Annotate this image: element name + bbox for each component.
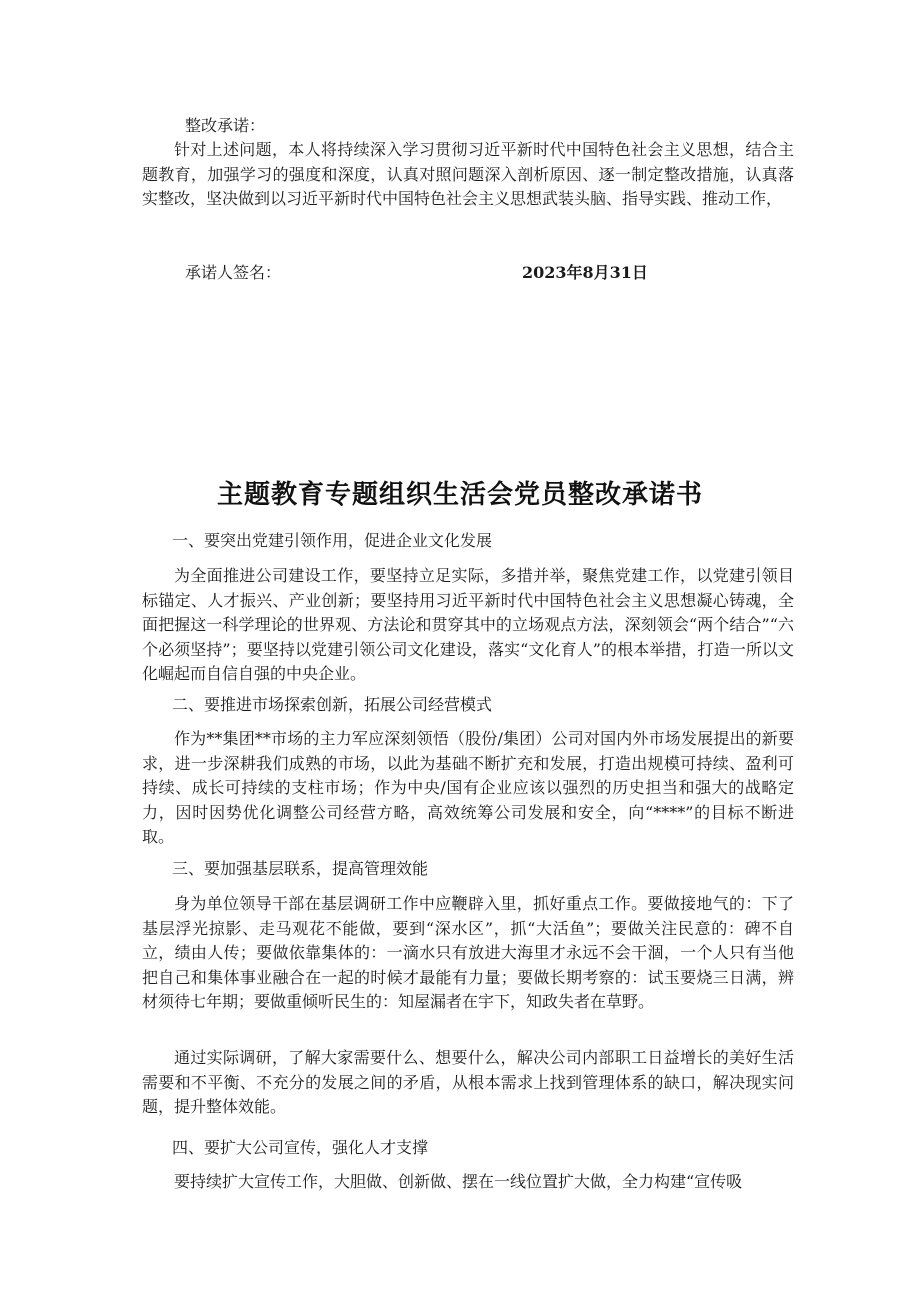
section-2-paragraph-1: 作为**集团**市场的主力军应深刻领悟（股份/集团）公司对国内外市场发展提出的新要求，进一步深耕我们成熟的市场，以此为基础不断扩充和发展，打造出规模可持续、盈利可持续、成长可持续的支柱市场；作为中央/国有企业应该以强烈的历史担当和强大的战略定力，因时因势优化调整公司经营方略，高效统筹公司发展和安全，向“****”的目标不断进取。 (142, 729, 794, 847)
section-1-paragraph-1: 为全面推进公司建设工作，要坚持立足实际，多措并举，聚焦党建工作，以党建引领目标锚定、人才振兴、产业创新；要坚持用习近平新时代中国特色社会主义思想凝心铸魂，全面把握这一科学理论的世界观、方法论和贯穿其中的立场观点方法，深刻领会“两个结合”“六个必须坚持”；要坚持以党建引领公司文化建设，落实“文化育人”的根本举措，打造一所以文化崛起而自信自强的中央企业。 (142, 566, 794, 684)
section-heading-1: 一、要突出党建引领作用，促进企业文化发展 (172, 531, 493, 550)
section-heading-4: 四、要扩大公司宣传，强化人才支撑 (172, 1138, 429, 1157)
section-heading-3: 三、要加强基层联系，提高管理效能 (172, 859, 429, 878)
commitment-label: 整改承诺： (185, 116, 266, 135)
commitment-text: 针对上述问题，本人将持续深入学习贯彻习近平新时代中国特色社会主义思想，结合主题教育，加强学习的强度和深度，认真对照问题深入剖析原因、逐一制定整改措施，认真落实整改，坚决做到以习近平新时代中国特色社会主义思想武装头脑、指导实践、推动工作， (142, 140, 794, 209)
signature-date: 2023年8月31日 (522, 263, 648, 282)
signature-label: 承诺人签名： (185, 263, 282, 282)
section-3-paragraph-2: 通过实际调研，了解大家需要什么、想要什么，解决公司内部职工日益增长的美好生活需要和不平衡、不充分的发展之间的矛盾，从根本需求上找到管理体系的缺口，解决现实问题，提升整体效能。 (142, 1048, 794, 1117)
section-3-paragraph-1: 身为单位领导干部在基层调研工作中应鞭辟入里，抓好重点工作。要做接地气的：下了基层浮光掠影、走马观花不能做，要到“深水区”，抓“大活鱼”；要做关注民意的：碑不自立，绩由人传；要做依靠集体的：一滴水只有放进大海里才永远不会干涸，一个人只有当他把自己和集体事业融合在一起的时候才最能有力量；要做长期考察的：试玉要烧三日满，辨材须待七年期；要做重倾听民生的：知屋漏者在宇下，知政失者在草野。 (142, 894, 794, 1012)
section-4-paragraph-1: 要持续扩大宣传工作，大胆做、创新做、摆在一线位置扩大做，全力构建“宣传吸 (174, 1172, 743, 1191)
document-title: 主题教育专题组织生活会党员整改承诺书 (216, 480, 703, 510)
section-heading-2: 二、要推进市场探索创新，拓展公司经营模式 (172, 695, 493, 714)
